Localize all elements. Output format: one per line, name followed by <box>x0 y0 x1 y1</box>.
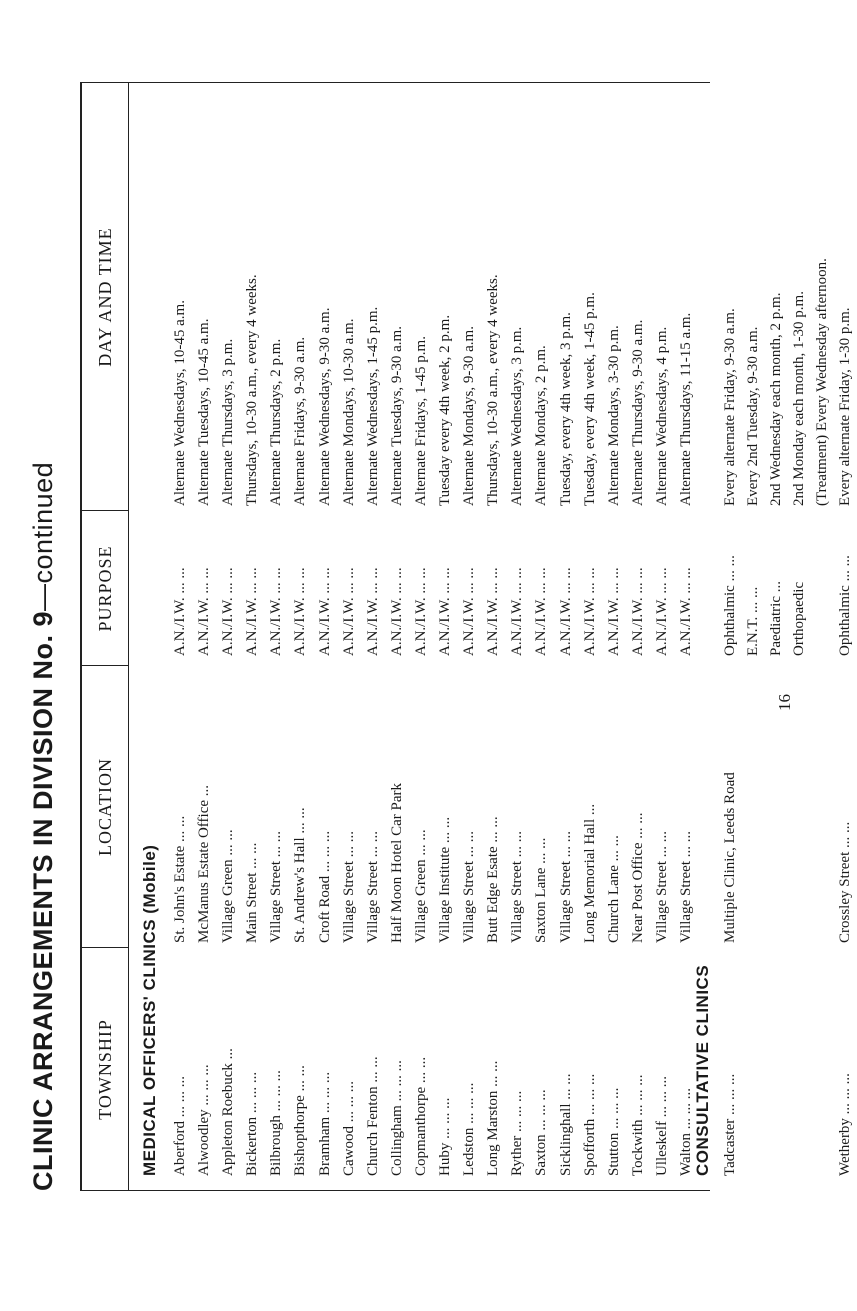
header-rule <box>128 83 129 1191</box>
day-time-cell: Alternate Wednesdays, 3 p.m. <box>509 326 526 506</box>
township-cell: Bramham ... ... ... <box>316 1071 333 1176</box>
table-row <box>626 0 650 1311</box>
table-row <box>337 0 361 1311</box>
mobile-clinics-table <box>168 0 698 1311</box>
location-cell: Croft Road ... ... ... <box>316 830 333 943</box>
location-cell <box>787 671 811 943</box>
purpose-cell: A.N./I.W. ... ... <box>364 567 381 656</box>
township-cell: Ulleskelf ... ... ... <box>653 1076 670 1176</box>
day-time-cell: Thursdays, 10-30 a.m., every 4 weeks. <box>244 274 261 506</box>
township-cell: Bilbrough ... ... ... <box>268 1070 285 1176</box>
table-row <box>433 0 457 1311</box>
day-time-cell: Alternate Thursdays, 9-30 a.m. <box>629 319 646 506</box>
location-cell: Long Memorial Hall ... <box>581 803 598 943</box>
day-time-cell: Alternate Fridays, 9-30 a.m. <box>292 336 309 506</box>
location-cell: Half Moon Hotel Car Park <box>388 783 405 943</box>
location-cell: Village Green ... ... <box>220 829 237 943</box>
table-row <box>192 0 216 1311</box>
purpose-cell: A.N./I.W. ... ... <box>220 567 237 656</box>
location-cell: Village Street ... ... <box>364 831 381 943</box>
day-time-cell: Alternate Tuesdays, 10-45 a.m. <box>196 318 213 506</box>
location-cell: Village Street ... ... <box>653 831 670 943</box>
purpose-cell: A.N./I.W. ... ... <box>244 567 261 656</box>
township-cell: Huby ... ... ... <box>437 1097 454 1176</box>
day-time-cell: Tuesday every 4th week, 2 p.m. <box>437 314 454 506</box>
location-cell: Village Institute ... ... <box>437 816 454 943</box>
table-row <box>216 0 240 1311</box>
purpose-cell: A.N./I.W. ... ... <box>172 567 188 656</box>
township-cell: Sicklinghall ... ... <box>557 1073 574 1176</box>
table-row <box>264 0 288 1311</box>
township-cell <box>787 950 811 1176</box>
purpose-cell: A.N./I.W. ... ... <box>388 567 405 656</box>
table-row <box>650 0 674 1311</box>
table-row <box>833 0 856 1311</box>
location-cell: Village Street ... ... <box>509 831 526 943</box>
table-row <box>313 0 337 1311</box>
table-row <box>810 0 833 1311</box>
township-cell <box>741 950 765 1176</box>
township-cell: Church Fenton ... ... <box>364 1056 381 1176</box>
location-cell: Church Lane ... ... <box>605 835 622 943</box>
location-cell: Village Street ... ... <box>268 831 285 943</box>
location-cell: Saxton Lane ... ... <box>533 837 550 943</box>
township-cell: Spofforth ... ... ... <box>581 1073 598 1176</box>
township-cell: Tockwith ... ... ... <box>629 1074 646 1176</box>
purpose-cell: Ophthalmic ... ... <box>722 555 738 656</box>
consultative-clinics-heading: CONSULTATIVE CLINICS <box>693 964 712 1176</box>
table-row <box>457 0 481 1311</box>
purpose-cell: A.N./I.W. ... ... <box>292 567 309 656</box>
purpose-cell: A.N./I.W. ... ... <box>677 567 694 656</box>
purpose-cell: A.N./I.W. ... ... <box>461 567 478 656</box>
day-time-cell: 2nd Monday each month, 1-30 p.m. <box>791 291 807 506</box>
purpose-cell: Ophthalmic ... ... <box>837 555 853 656</box>
table-row <box>240 0 264 1311</box>
day-time-cell: Alternate Mondays, 2 p.m. <box>533 345 550 506</box>
township-cell: Long Marston ... ... <box>485 1060 502 1176</box>
purpose-cell: A.N./I.W. ... ... <box>581 567 598 656</box>
day-time-cell: Alternate Wednesdays, 9-30 a.m. <box>316 307 333 506</box>
location-cell: Multiple Clinic, Leeds Road <box>722 772 738 943</box>
day-time-cell: Alternate Thursdays, 2 p.m. <box>268 338 285 506</box>
table-row <box>385 0 409 1311</box>
location-cell: Village Green ... ... <box>412 829 429 943</box>
location-cell <box>741 671 765 943</box>
location-cell: Village Street ... ... <box>677 831 694 943</box>
location-cell <box>810 671 834 943</box>
day-time-cell: Every alternate Friday, 1-30 p.m. <box>837 307 853 506</box>
day-time-cell: Tuesday, every 4th week, 3 p.m. <box>557 312 574 506</box>
township-cell: Collingham ... ... ... <box>388 1060 405 1176</box>
purpose-cell: Paediatric ... <box>768 581 784 656</box>
township-cell: Bishopthorpe ... ... <box>292 1065 309 1176</box>
purpose-cell: A.N./I.W. ... ... <box>509 567 526 656</box>
day-time-cell: Alternate Wednesdays, 1-45 p.m. <box>364 306 381 506</box>
purpose-cell: A.N./I.W. ... ... <box>629 567 646 656</box>
purpose-cell: A.N./I.W. ... ... <box>533 567 550 656</box>
location-cell: Village Street ... ... <box>461 831 478 943</box>
township-cell: Wetherby ... ... ... <box>837 1073 853 1176</box>
township-cell: Stutton ... ... ... <box>605 1087 622 1176</box>
purpose-cell: Orthopaedic <box>791 581 807 656</box>
purpose-cell <box>810 516 834 656</box>
header-location: LOCATION <box>95 758 115 856</box>
day-time-cell: Alternate Wednesdays, 10-45 a.m. <box>172 300 188 506</box>
township-cell <box>764 950 788 1176</box>
purpose-cell: A.N./I.W. ... ... <box>653 567 670 656</box>
header-day-time: DAY AND TIME <box>95 227 115 367</box>
page-title-main: CLINIC ARRANGEMENTS IN DIVISION No. 9 <box>28 610 58 1191</box>
township-cell: Alwoodley ... ... ... <box>196 1064 213 1176</box>
location-cell: St. Andrew's Hall ... ... <box>292 807 309 943</box>
township-cell: Ledston ... ... ... <box>461 1082 478 1176</box>
table-row <box>288 0 312 1311</box>
township-cell: Cawood ... ... ... <box>340 1081 357 1176</box>
township-cell: Aberford ... ... ... <box>172 1076 188 1176</box>
location-cell: Village Street ... ... <box>340 831 357 943</box>
township-cell: Walton ... ... ... <box>677 1088 694 1176</box>
day-time-cell: Alternate Fridays, 1-45 p.m. <box>412 336 429 506</box>
day-time-cell: Tuesday, every 4th week, 1-45 p.m. <box>581 292 598 506</box>
location-cell: Butt Edge Esate ... ... <box>485 816 502 943</box>
day-time-cell: Alternate Wednesdays, 4 p.m. <box>653 326 670 506</box>
mobile-clinics-heading: MEDICAL OFFICERS' CLINICS (Mobile) <box>140 844 159 1176</box>
purpose-cell: A.N./I.W. ... ... <box>412 567 429 656</box>
day-time-cell: 2nd Wednesday each month, 2 p.m. <box>768 292 784 506</box>
page-title <box>28 462 59 1191</box>
table-row <box>554 0 578 1311</box>
table-row <box>578 0 602 1311</box>
township-cell: Bickerton ... ... ... <box>244 1071 261 1176</box>
table-row <box>718 0 741 1311</box>
township-cell: Copmanthorpe ... ... <box>412 1056 429 1176</box>
day-time-cell: Alternate Mondays, 3-30 p.m. <box>605 325 622 506</box>
day-time-cell: Alternate Thursdays, 11-15 a.m. <box>677 312 694 506</box>
table-row <box>529 0 553 1311</box>
purpose-cell: A.N./I.W. ... ... <box>557 567 574 656</box>
township-cell <box>810 950 834 1176</box>
purpose-cell: A.N./I.W. ... ... <box>340 567 357 656</box>
day-time-cell: Alternate Tuesdays, 9-30 a.m. <box>388 326 405 506</box>
purpose-cell: E.N.T. ... ... <box>745 586 761 656</box>
day-time-cell: Alternate Mondays, 9-30 a.m. <box>461 326 478 506</box>
purpose-cell: A.N./I.W. ... ... <box>485 567 502 656</box>
purpose-cell: A.N./I.W. ... ... <box>196 567 213 656</box>
table-row <box>764 0 787 1311</box>
purpose-cell: A.N./I.W. ... ... <box>437 567 454 656</box>
day-time-cell: Every alternate Friday, 9-30 a.m. <box>722 308 738 506</box>
purpose-cell: A.N./I.W. ... ... <box>605 567 622 656</box>
township-cell: Saxton ... ... ... <box>533 1089 550 1176</box>
page-number: 16 <box>775 694 794 711</box>
day-time-cell: Alternate Thursdays, 3 p.m. <box>220 338 237 506</box>
table-row <box>787 0 810 1311</box>
location-cell: Village Street ... ... <box>557 831 574 943</box>
location-cell <box>764 671 788 943</box>
location-cell: Crossley Street ... ... <box>837 821 853 943</box>
purpose-cell: A.N./I.W. ... ... <box>268 567 285 656</box>
location-cell: St. John's Estate ... ... <box>172 815 188 943</box>
table-row <box>505 0 529 1311</box>
table-row <box>602 0 626 1311</box>
location-cell: Near Post Office ... ... <box>629 812 646 943</box>
table-row <box>409 0 433 1311</box>
day-time-cell: (Treatment) Every Wednesday afternoon. <box>814 258 830 506</box>
table-top-rule <box>80 83 82 1191</box>
day-time-cell: Every 2nd Tuesday, 9-30 a.m. <box>745 326 761 506</box>
header-township: TOWNSHIP <box>95 1019 115 1120</box>
day-time-cell: Alternate Mondays, 10-30 a.m. <box>340 318 357 506</box>
township-cell: Appleton Roebuck ... <box>220 1048 237 1176</box>
purpose-cell: A.N./I.W. ... ... <box>316 567 333 656</box>
table-row <box>741 0 764 1311</box>
table-row <box>361 0 385 1311</box>
township-cell: Ryther ... ... ... <box>509 1090 526 1176</box>
township-cell: Tadcaster ... ... ... <box>722 1073 738 1176</box>
table-row <box>481 0 505 1311</box>
day-time-cell: Thursdays, 10-30 a.m., every 4 weeks. <box>485 274 502 506</box>
location-cell: Main Street ... ... <box>244 842 261 943</box>
consultative-clinics-table <box>718 0 856 1311</box>
header-purpose: PURPOSE <box>95 545 115 632</box>
page-title-suffix: —continued <box>28 461 58 611</box>
location-cell: McManus Estate Office ... <box>196 784 213 943</box>
table-row <box>168 0 192 1311</box>
